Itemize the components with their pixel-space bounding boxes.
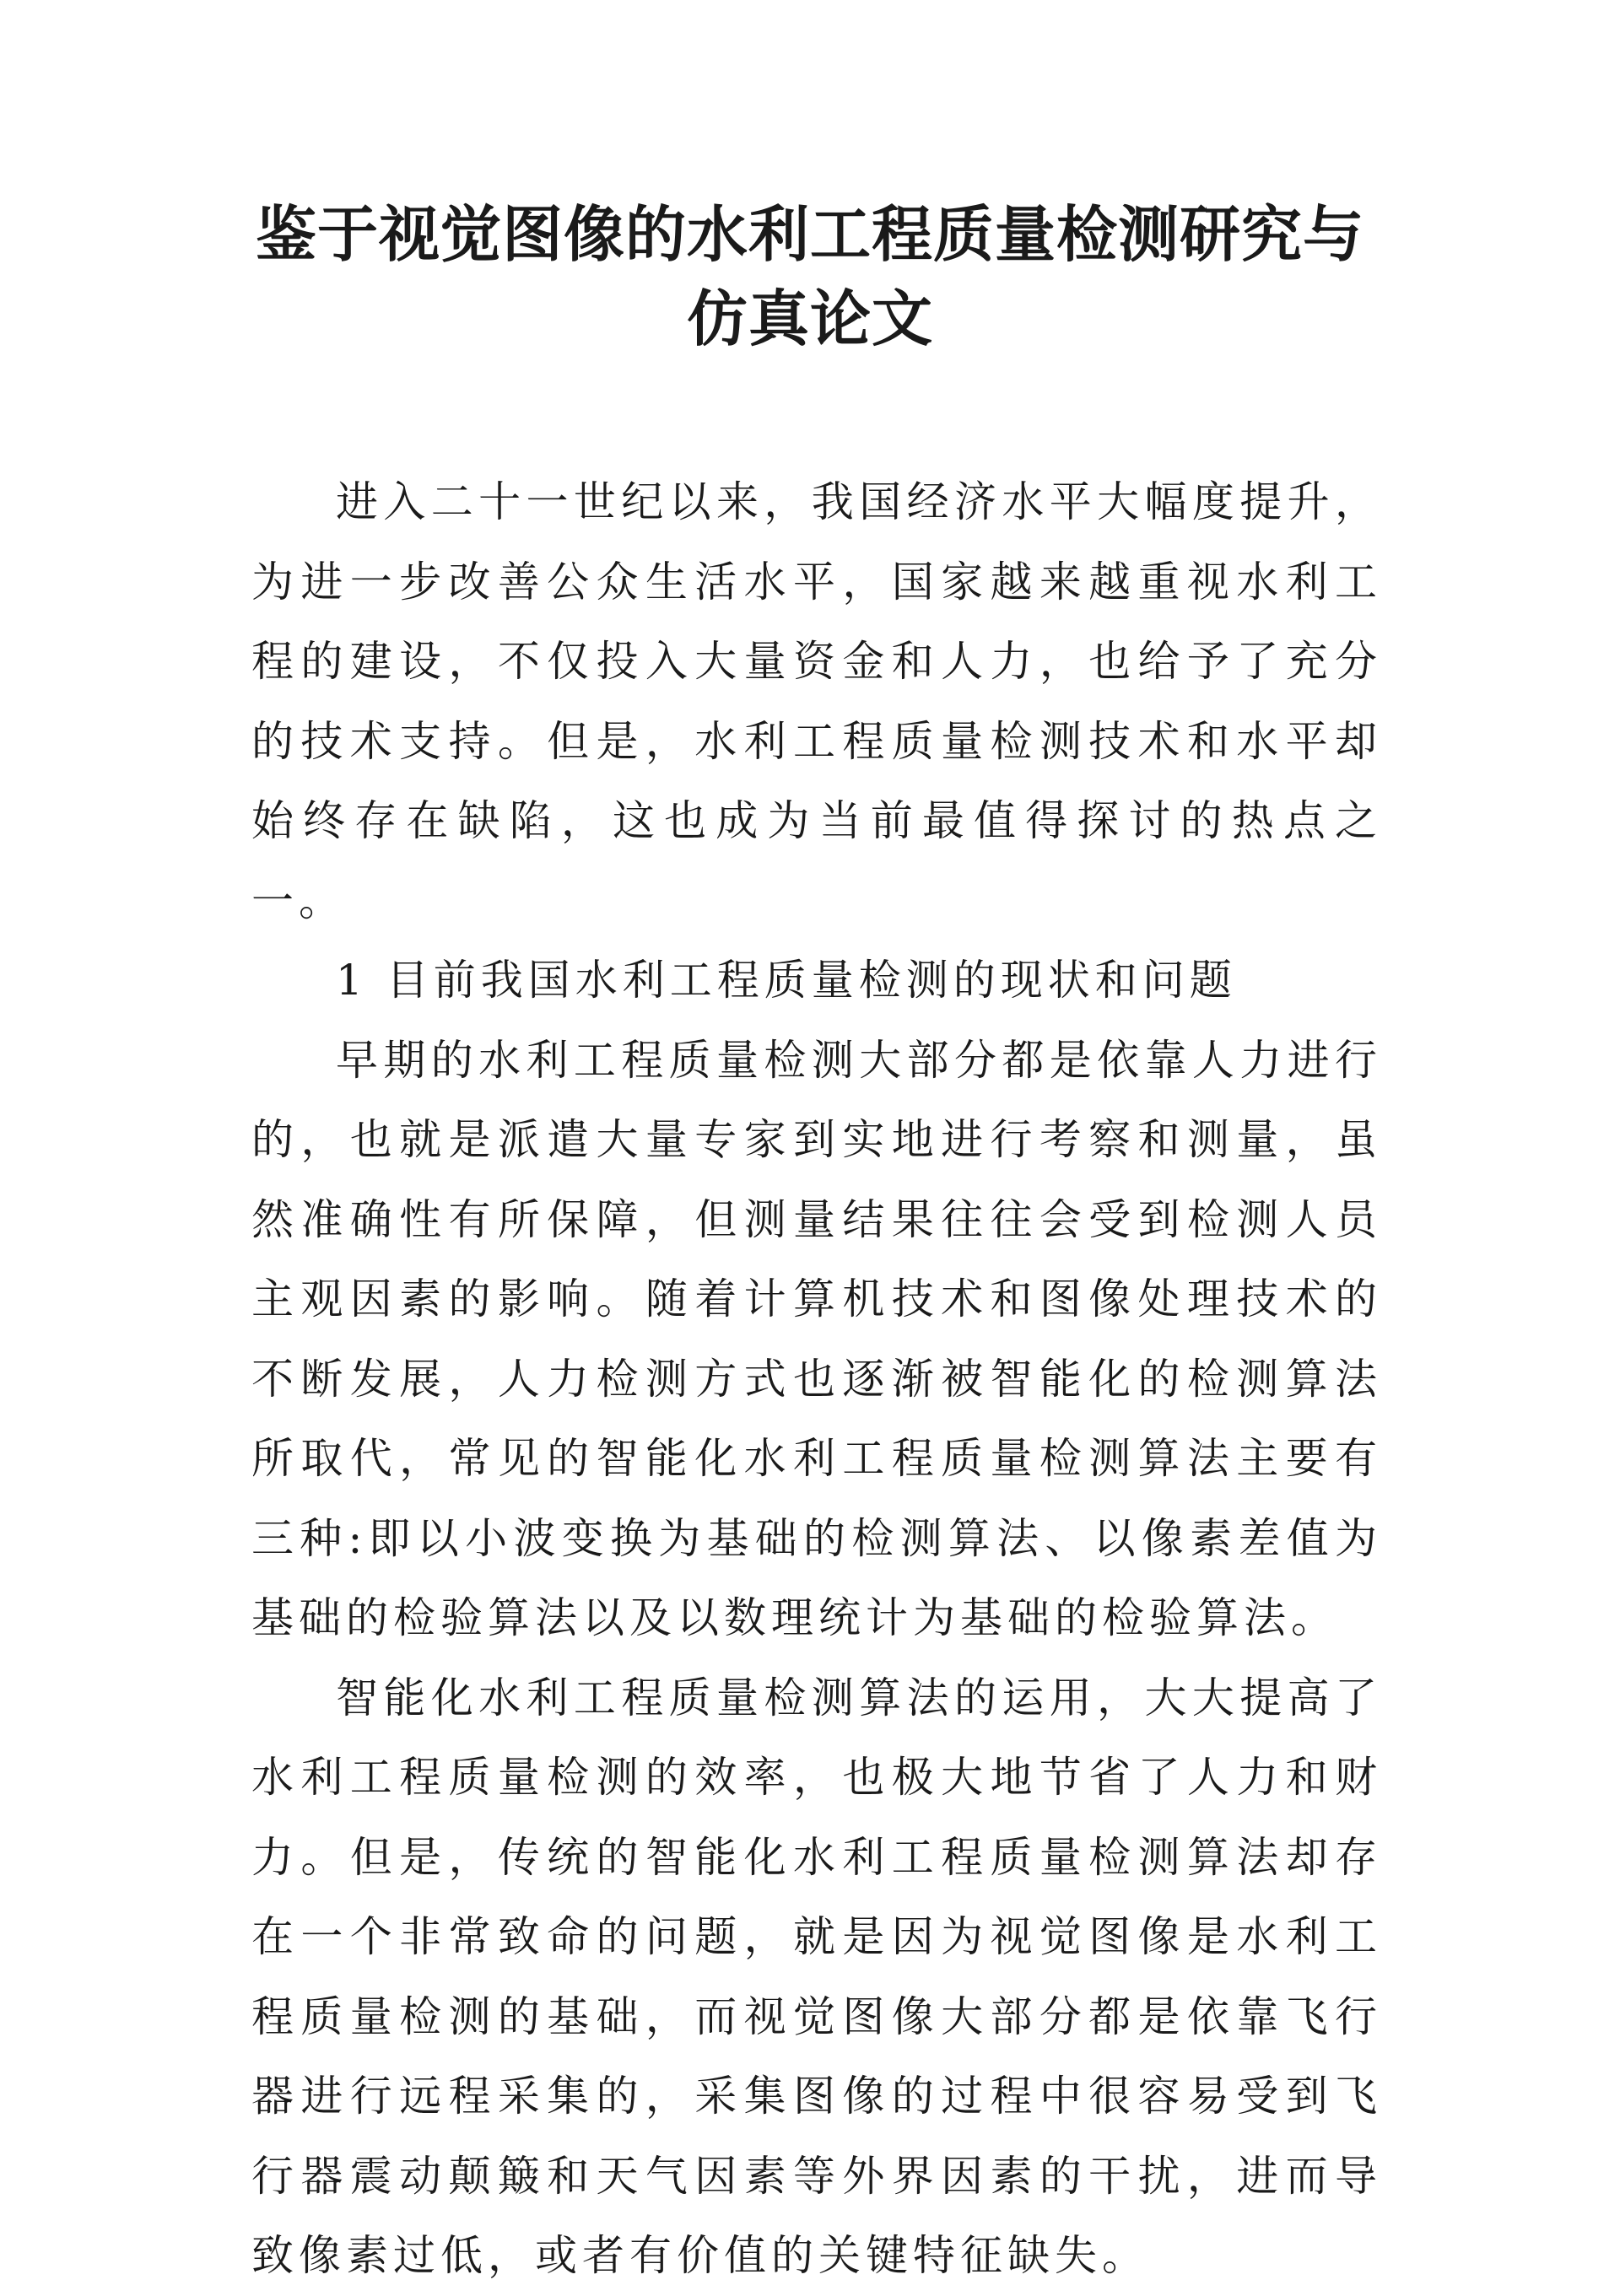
paragraph-early-detection: 早期的水利工程质量检测大部分都是依靠人力进行的，也就是派遣大量专家到实地进行考察和测量，虽然准确性有所保障，但测量结果往往会受到检测人员主观因素的影响。随着计算机技术和图像处理技术的不断发展，人力检测方式也逐渐被智能化的检测算法所取代，常见的智能化水利工程质量检测算法主要有三种:即以小波变换为基础的检测算法、以像素差值为基础的检验算法以及以数理统计为基础的检验算法。 [251,1035,1382,1642]
title-line-1: 鉴于视觉图像的水利工程质量检测研究与 [255,198,1364,270]
document-title [202,192,1418,361]
section-heading-1: 1 目前我国水利工程质量检测的现状和问题 [336,956,1237,1005]
title-line-2: 仿真论文 [686,283,933,354]
document-body [251,462,1382,2296]
paragraph-intelligent-algorithms: 智能化水利工程质量检测算法的运用，大大提高了水利工程质量检测的效率，也极大地节省了人力和财力。但是，传统的智能化水利工程质量检测算法却存在一个非常致命的问题，就是因为视觉图像是水利工程质量检测的基础，而视觉图像大部分都是依靠飞行器进行远程采集的，采集图像的过程中很容易受到飞行器震动颠簸和天气因素等外界因素的干扰，进而导致像素过低，或者有价值的关键特征缺失。 [251,1673,1382,2280]
paragraph-intro: 进入二十一世纪以来，我国经济水平大幅度提升，为进一步改善公众生活水平，国家越来越重视水利工程的建设，不仅投入大量资金和人力，也给予了充分的技术支持。但是，水利工程质量检测技术和水平却始终存在缺陷，这也成为当前最值得探讨的热点之一。 [251,477,1382,925]
